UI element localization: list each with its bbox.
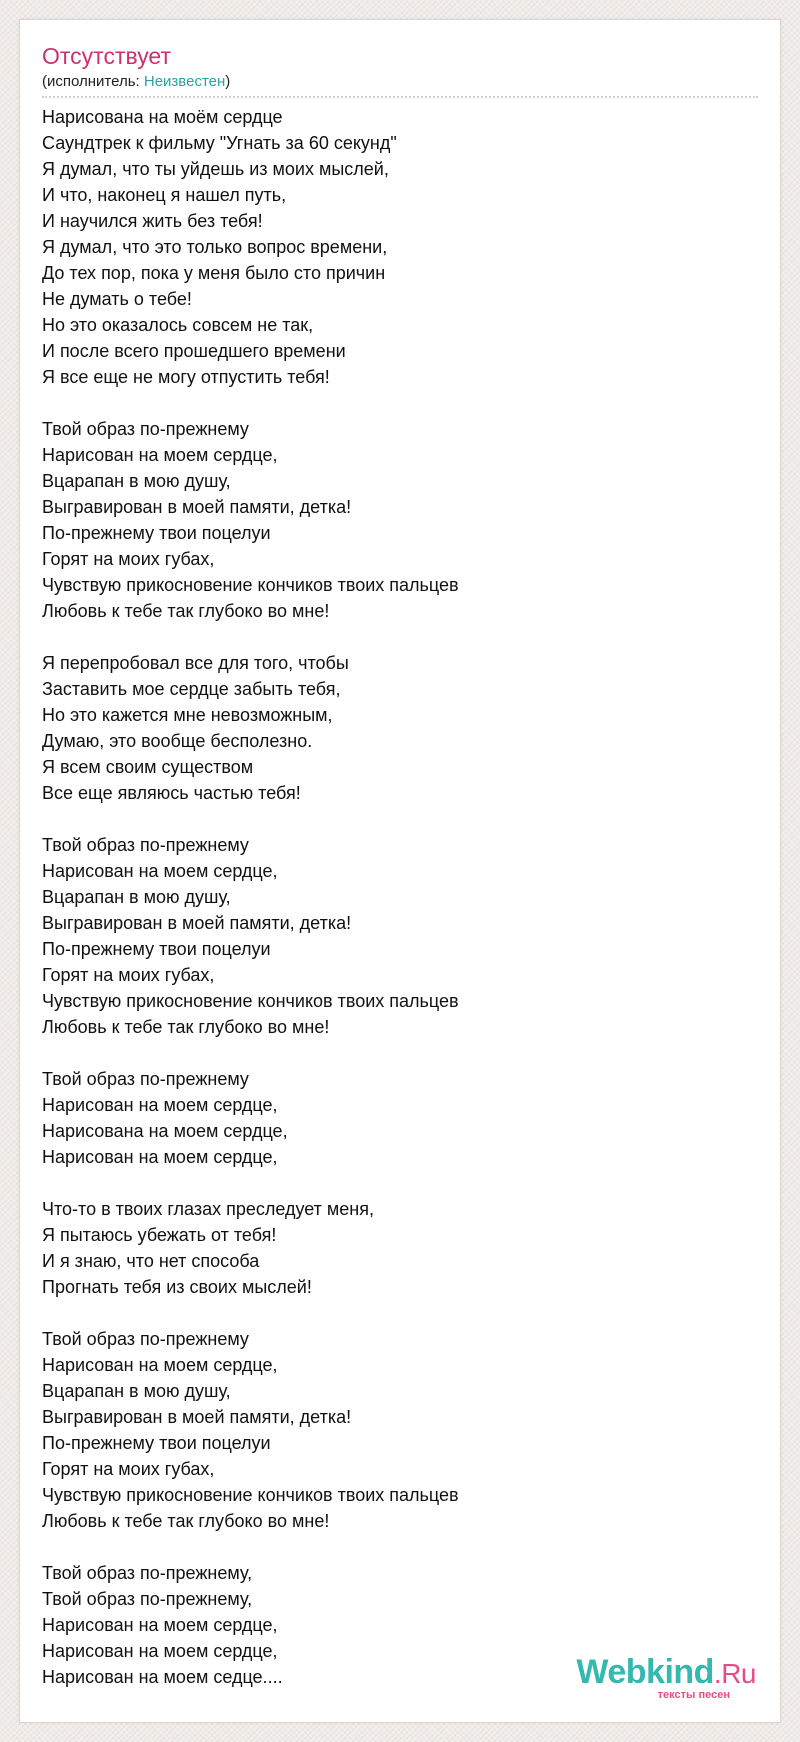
- logo-tld: .Ru: [713, 1658, 756, 1689]
- logo-tagline: тексты песен: [657, 1689, 730, 1701]
- lyrics-card: [19, 19, 781, 1723]
- site-logo[interactable]: [566, 1652, 756, 1708]
- artist-link[interactable]: Неизвестен: [143, 73, 226, 90]
- logo-wordmark: [576, 1652, 756, 1694]
- artist-prefix: (исполнитель:: [42, 73, 144, 90]
- title-divider: [42, 96, 758, 98]
- logo-name: Webkind: [576, 1653, 714, 1691]
- song-title: Отсутствует: [42, 43, 171, 69]
- artist-suffix: ): [225, 73, 231, 90]
- lyrics-text: Нарисована на моём сердце Саундтрек к фильму "Угнать за 60 секунд" Я думал, что ты уйдешь из моих мыслей, И что, наконец я нашел путь, И научился жить без тебя! Я думал, что это только вопрос времени, До тех пор, пока у меня было сто причин Не думать о тебе! Но это оказалось совсем не так, И после всего прошедшего времени Я все еще не могу отпустить тебя! Твой образ по-прежнему Нарисован на моем сердце, Вцарапан в мою душу, Выгравирован в моей памяти, детка! По-прежнему твои поцелуи Горят на моих губах, Чувствую прикосновение кончиков твоих пальцев Любовь к тебе так глубоко во мне! Я перепробовал все для того, чтобы Заставить мое сердце забыть тебя, Но это кажется мне невозможным, Думаю, это вообще бесполезно. Я всем своим существом Все еще являюсь частью тебя! Твой образ по-прежнему Нарисован на моем сердце, Вцарапан в мою душу, Выгравирован в моей памяти, детка! По-прежнему твои поцелуи Горят на моих губах, Чувствую прикосновение кончиков твоих пальцев Любовь к тебе так глубоко во мне! Твой образ по-прежнему Нарисован на моем сердце, Нарисована на моем сердце, Нарисован на моем сердце, Что-то в твоих глазах преследует меня, Я пытаюсь убежать от тебя! И я знаю, что нет способа Прогнать тебя из своих мыслей! Твой образ по-прежнему Нарисован на моем сердце, Вцарапан в мою душу, Выгравирован в моей памяти, детка! По-прежнему твои поцелуи Горят на моих губах, Чувствую прикосновение кончиков твоих пальцев Любовь к тебе так глубоко во мне! Твой образ по-прежнему, Твой образ по-прежнему, Нарисован на моем сердце, Нарисован на моем сердце, Нарисован на моем седце....: [42, 107, 459, 1687]
- artist-line: [42, 73, 230, 91]
